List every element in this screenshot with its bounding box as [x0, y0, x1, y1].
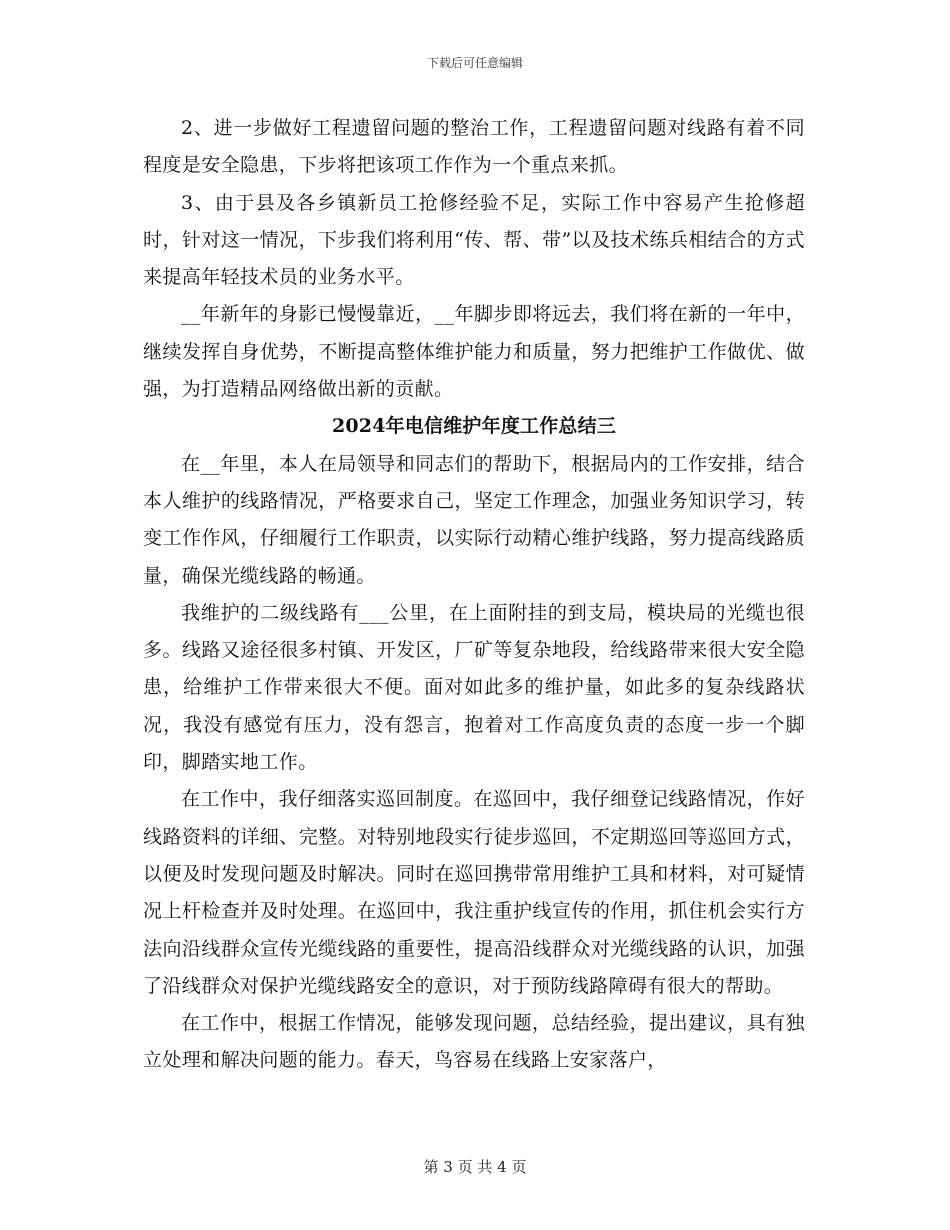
paragraph: 在工作中，根据工作情况，能够发现问题，总结经验，提出建议，具有独立处理和解决问题的能力。春天，鸟容易在线路上安家落户， — [143, 1012, 805, 1072]
page-number: 第 3 页 共 4 页 — [423, 1158, 527, 1176]
section-title: 2024年电信维护年度工作总结三 — [331, 415, 617, 438]
paragraph: 在__年里，本人在局领导和同志们的帮助下，根据局内的工作安排，结合本人维护的线路情况，严格要求自己，坚定工作理念，加强业务知识学习，转变工作作风，仔细履行工作职责，以实际行动精心维护线路，努力提高线路质量，确保光缆线路的畅通。 — [143, 452, 805, 587]
paragraph: 在工作中，我仔细落实巡回制度。在巡回中，我仔细登记线路情况，作好线路资料的详细、完整。对特别地段实行徒步巡回，不定期巡回等巡回方式，以便及时发现问题及时解决。同时在巡回携带常用维护工具和材料，对可疑情况上杆检查并及时处理。在巡回中，我注重护线宣传的作用，抓住机会实行方法向沿线群众宣传光缆线路的重要性，提高沿线群众对光缆线路的认识，加强了沿线群众对保护光缆线路安全的意识，对于预防线路障碍有很大的帮助。 — [143, 788, 805, 997]
paragraph: __年新年的身影已慢慢靠近，__年脚步即将远去，我们将在新的一年中，继续发挥自身优势，不断提高整体维护能力和质量，努力把维护工作做优、做强，为打造精品网络做出新的贡献。 — [143, 303, 805, 401]
header-note: 下载后可任意编辑 — [426, 56, 523, 70]
paragraph: 我维护的二级线路有___公里，在上面附挂的到支局，模块局的光缆也很多。线路又途径很多村镇、开发区，厂矿等复杂地段，给线路带来很大安全隐患，给维护工作带来很大不便。面对如此多的维护量，如此多的复杂线路状况，我没有感觉有压力，没有怨言，抱着对工作高度负责的态度一步一个脚印，脚踏实地工作。 — [143, 601, 805, 774]
paragraph: 2、进一步做好工程遗留问题的整治工作，工程遗留问题对线路有着不同程度是安全隐患，下步将把该项工作作为一个重点来抓。 — [143, 117, 805, 177]
paragraph: 3、由于县及各乡镇新员工抢修经验不足，实际工作中容易产生抢修超时，针对这一情况，下步我们将利用“传、帮、带”以及技术练兵相结合的方式来提高年轻技术员的业务水平。 — [143, 191, 805, 289]
document-body — [143, 110, 805, 1080]
